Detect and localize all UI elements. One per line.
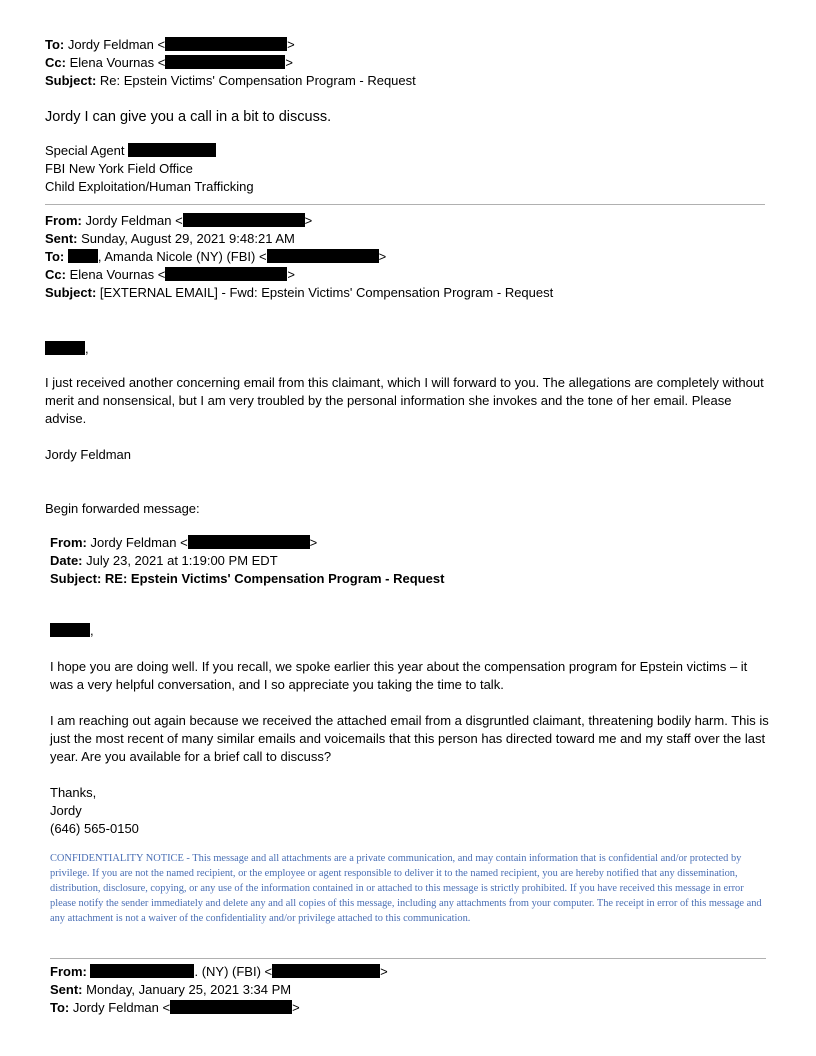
redaction bbox=[50, 623, 90, 637]
paragraph-1: I hope you are doing well. If you recall, we spoke earlier this year about the compensation program for Epstein victims – it was a very helpful conversation, and I so appreciate you taking the time to talk. bbox=[50, 659, 748, 692]
forward-intro: Begin forwarded message: bbox=[45, 501, 200, 516]
salutation: , bbox=[50, 622, 94, 640]
header-from: From: . (NY) (FBI) < > bbox=[50, 964, 388, 979]
header-subject: Subject: RE: Epstein Victims' Compensation Program - Request bbox=[50, 571, 445, 586]
signature-title: Special Agent bbox=[45, 142, 216, 160]
redaction bbox=[68, 249, 98, 263]
redaction bbox=[170, 1000, 292, 1014]
header-cc: Cc: Elena Vournas < > bbox=[45, 55, 293, 70]
message-body: I just received another concerning email from this claimant, which I will forward to you. The allegations are completely without merit and nonsensical, but I am very troubled by the personal information she invokes and the tone of her email. Please advise. bbox=[45, 375, 764, 426]
header-subject: Subject: [EXTERNAL EMAIL] - Fwd: Epstein Victims' Compensation Program - Request bbox=[45, 285, 554, 300]
signature-unit: Child Exploitation/Human Trafficking bbox=[45, 179, 254, 194]
redaction bbox=[165, 267, 287, 281]
redaction bbox=[272, 964, 380, 978]
header-date: Date: July 23, 2021 at 1:19:00 PM EDT bbox=[50, 553, 278, 568]
signoff: Jordy Feldman bbox=[45, 447, 131, 462]
redaction bbox=[165, 37, 287, 51]
redaction bbox=[267, 249, 379, 263]
header-subject: Subject: Re: Epstein Victims' Compensation Program - Request bbox=[45, 73, 416, 88]
redaction bbox=[188, 535, 310, 549]
paragraph-2: I am reaching out again because we received the attached email from a disgruntled claimant, threatening bodily harm. This is just the most recent of many similar emails and voicemails that this person has directed toward me and my staff over the last year. Are you available for a brief call to discuss? bbox=[50, 713, 769, 764]
header-to: To: Jordy Feldman < > bbox=[50, 1000, 300, 1015]
divider bbox=[45, 204, 765, 205]
redaction bbox=[90, 964, 194, 978]
signature-phone: (646) 565-0150 bbox=[50, 821, 139, 836]
reply-body: Jordy I can give you a call in a bit to discuss. bbox=[45, 109, 332, 125]
header-cc: Cc: Elena Vournas < > bbox=[45, 267, 295, 282]
header-sent: Sent: Monday, January 25, 2021 3:34 PM bbox=[50, 982, 292, 997]
redaction bbox=[45, 341, 85, 355]
signature-name: Jordy bbox=[50, 803, 82, 818]
redaction bbox=[128, 143, 216, 157]
redaction bbox=[183, 213, 305, 227]
salutation: , bbox=[45, 340, 89, 358]
header-to: To: Jordy Feldman < > bbox=[45, 37, 295, 52]
confidentiality-notice: CONFIDENTIALITY NOTICE - This message and all attachments are a private communication, and may contain information that is confidential and/or protected by privilege. If you are not the named recipient, or the employee or agent responsible to deliver it to the named recipient, you are hereby notified that any dissemination, distribution, disclosure, copying, or any use of the information contained in or attached to this message is strictly prohibited. If you have received this message in error please notify the sender immediately and delete any and all copies of this message, including any attachments from your computer. The receipt in error of this message and any attachment is not a waiver of the confidentiality and/or privilege attached to this communication. bbox=[50, 853, 762, 924]
divider bbox=[50, 958, 766, 959]
header-from: From: Jordy Feldman < > bbox=[45, 213, 313, 228]
signature-office: FBI New York Field Office bbox=[45, 161, 193, 176]
header-from: From: Jordy Feldman < > bbox=[50, 535, 318, 550]
closing: Thanks, bbox=[50, 785, 97, 800]
header-sent: Sent: Sunday, August 29, 2021 9:48:21 AM bbox=[45, 231, 295, 246]
redaction bbox=[165, 55, 285, 69]
header-to: To: , Amanda Nicole (NY) (FBI) < > bbox=[45, 249, 387, 264]
